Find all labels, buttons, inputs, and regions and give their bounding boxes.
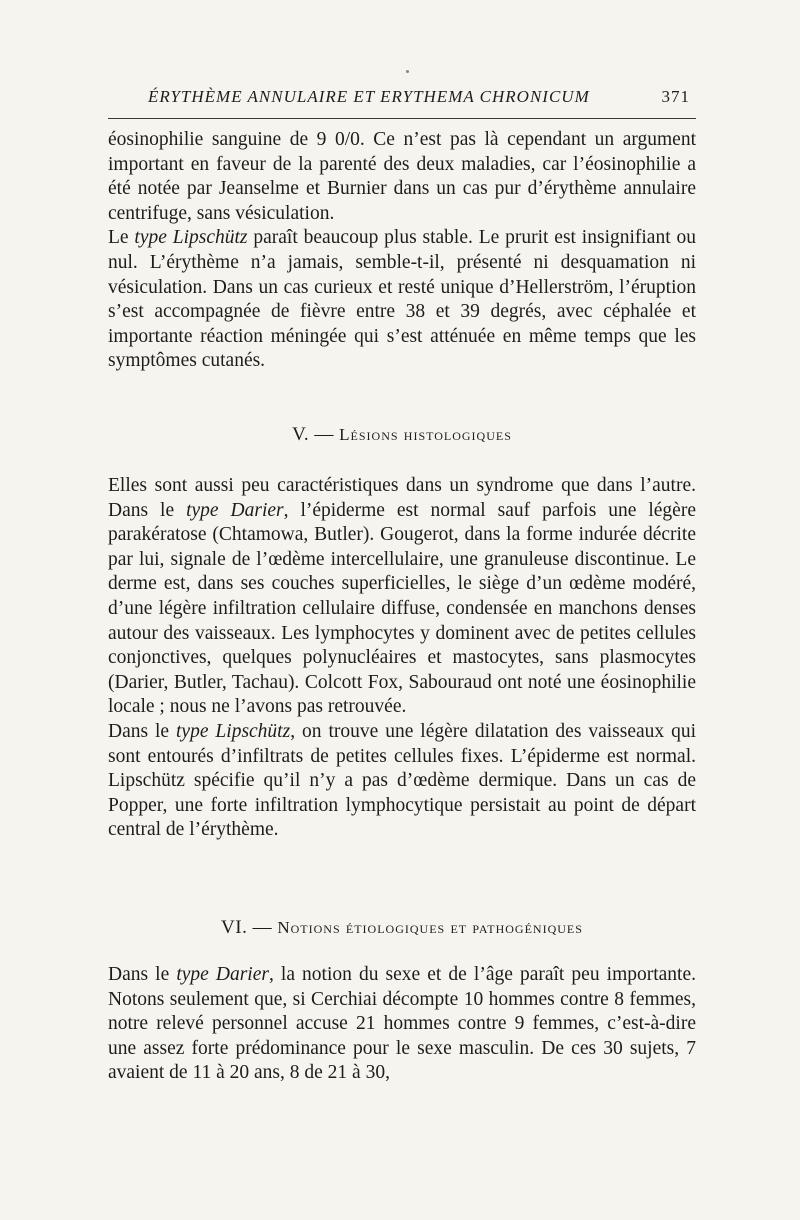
paragraph-etiology: Dans le type Darier, la notion du sexe et de l’âge paraît peu importante. Notons seulement que, si Cerchiai décompte 10 hommes contre 8 femmes, notre relevé personnel accuse 21 hommes contre 9 femmes, c’est-à-dire une assez forte prédominance pour le sexe masculin. De ces 30 sujets, 7 avaient de 11 à 20 ans, 8 de 21 à 30, <box>108 964 696 1084</box>
section-heading-v <box>108 424 696 446</box>
italic-type-lipschutz: type Lipschütz <box>134 227 248 249</box>
section-number: VI. — <box>221 917 278 938</box>
paragraph-continuation: éosinophilie sanguine de 9 0/0. Ce n’est pas là cependant un argument important en faveur de la parenté des deux maladies, car l’éosinophilie a été notée par Jeanselme et Burnier dans un cas pur d’érythème annulaire centrifuge, sans vésiculation. <box>108 129 696 224</box>
section-title: Lésions histologiques <box>339 425 512 444</box>
text-block-1 <box>108 128 696 374</box>
running-title: ÉRYTHÈME ANNULAIRE ET ERYTHEMA CHRONICUM <box>148 87 590 106</box>
page-number: 371 <box>661 87 690 106</box>
italic-type-darier: type Darier <box>186 499 284 521</box>
header-rule <box>108 118 696 119</box>
section-heading-vi <box>108 917 696 939</box>
text-block-2 <box>108 474 696 843</box>
text-block-3 <box>108 963 696 1086</box>
italic-type-darier: type Darier <box>176 964 269 985</box>
paragraph-histology-darier: Elles sont aussi peu caractéristiques dans un syndrome que dans l’autre. Dans le type Darier, l’épiderme est normal sauf parfois une légère parakératose (Chtamowa, Butler). Gougerot, dans la forme indurée décrite par lui, signale de l’œdème intercellulaire, une granuleuse discontinue. Le derme est, dans ses couches superficielles, le siège d’un œdème modéré, d’une légère infiltration cellulaire diffuse, condensée en manchons denses autour des vaisseaux. Les lymphocytes y dominent avec de petites cellules conjonctives, quelques polynucléaires et mastocytes, sans plasmocytes (Darier, Butler, Tachau). Colcott Fox, Sabouraud ont noté une éosinophilie locale ; nous ne l’avons pas retrouvée. <box>108 475 696 718</box>
italic-type-lipschutz: type Lipschütz <box>176 720 291 742</box>
print-speck <box>406 70 409 73</box>
section-number: V. — <box>292 424 340 445</box>
paragraph-lipschutz-clinical: Le type Lipschütz paraît beaucoup plus stable. Le prurit est insignifiant ou nul. L’érythème n’a jamais, semble-t-il, présenté ni desquamation ni vésiculation. Dans un cas curieux et resté unique d’Hellerström, l’éruption s’est accompagnée de fièvre entre 38 et 39 degrés, avec céphalée et importante réaction méningée qui s’est atténuée en même temps que les symptômes cutanés. <box>108 227 696 372</box>
running-header <box>108 84 690 112</box>
section-title: Notions étiologiques et pathogéniques <box>277 918 583 937</box>
paragraph-histology-lipschutz: Dans le type Lipschütz, on trouve une légère dilatation des vaisseaux qui sont entourés d’infiltrats de petites cellules fixes. L’épiderme est normal. Lipschütz spécifie qu’il n’y a pas d’œdème dermique. Dans un cas de Popper, une forte infiltration lymphocytique persistait au point de départ central de l’érythème. <box>108 720 697 841</box>
